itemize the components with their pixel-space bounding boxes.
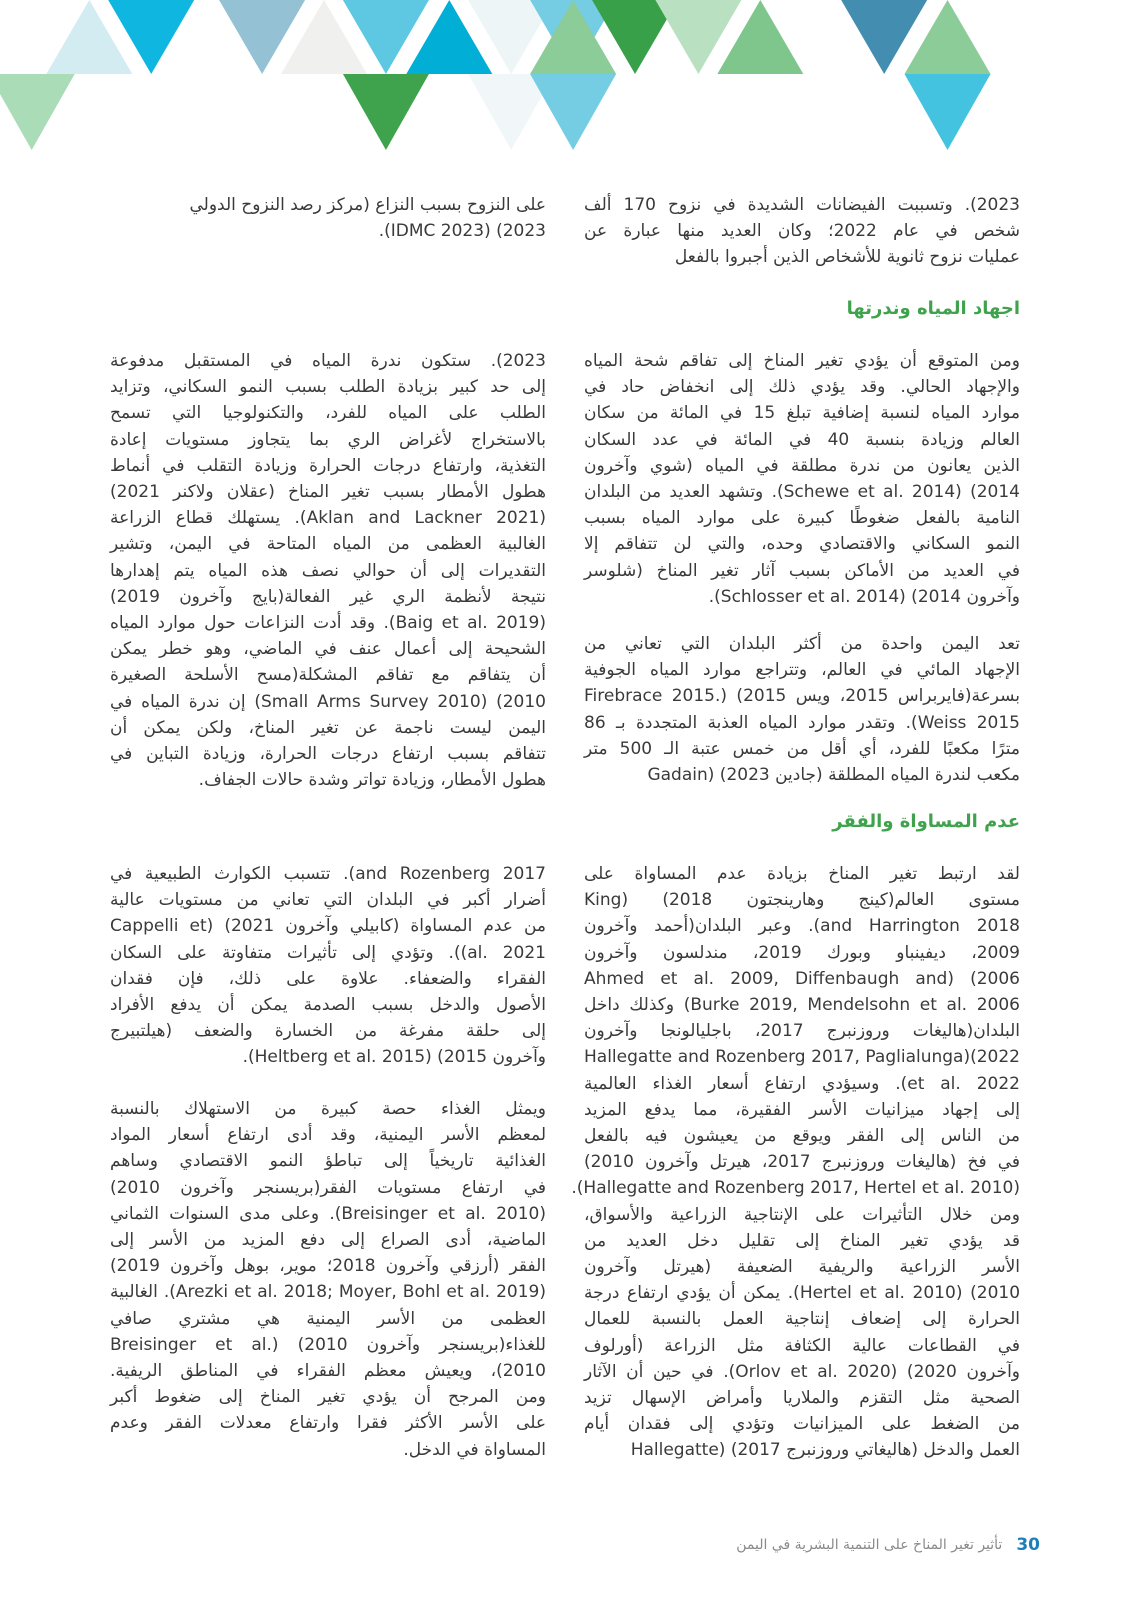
left-column-water-stress (110, 348, 546, 793)
text-line: وآخرون 2015) (Heltberg et al. 2015). (242, 1047, 546, 1068)
text-line: ومن المرجح أن يؤدي تغير المناخ إلى ضغوط أكبر (110, 1387, 546, 1408)
text-line: لمعظم الأسر اليمنية، وقد أدى ارتفاع أسعار المواد (110, 1125, 546, 1146)
text-line: الذين يعانون من ندرة مطلقة في المياه (شوي وآخرون (584, 455, 1020, 476)
text-line: أضرار أكبر في البلدان التي تعاني من مستويات عالية (110, 890, 546, 911)
text-line: ومن المتوقع أن يؤدي تغير المناخ إلى تفاقم شحة المياه (584, 351, 1020, 371)
text-line: من الضغط على الميزانيات وتؤدي إلى فقدان أيام (584, 1414, 1020, 1435)
text-line: الغالبية العظمى من المياه المتاحة في اليمن، وتشير (110, 534, 546, 555)
text-line: ويمثل الغذاء حصة كبيرة من الاستهلاك بالنسبة (110, 1099, 546, 1119)
text-line: بسرعة(فايربراس 2015، ويس 2015) (.Firebrace 2015 (584, 686, 1021, 707)
text-line: 2023). وتسببت الفيضانات الشديدة في نزوح 170 ألف (584, 195, 1020, 215)
text-line: هطول الأمطار، وزيادة تواتر وشدة حالات الجفاف. (198, 770, 546, 791)
right-column-water-stress-p1 (584, 348, 1020, 610)
decorative-triangle-banner (0, 0, 1132, 160)
text-line: قد يؤدي تغير المناخ إلى تقليل دخل العديد من (584, 1230, 1020, 1251)
page-number: 30 (1016, 1535, 1040, 1555)
text-line: الطلب على المياه للفرد، والتكنولوجيا التي تسمح (110, 403, 546, 424)
text-line: النامية بالفعل ضغوطًا كبيرة على موارد المياه بسبب (584, 508, 1020, 529)
text-line: 2009، ديفينباو وبورك 2019، مندلسون وآخرون (584, 942, 1020, 963)
text-line: في فخ (هاليغات وروزنبرج 2017، هيرتل وآخرون 2010) (584, 1152, 1020, 1173)
text-line: 2010) (Hertel et al. 2010). يمكن أن يؤدي ارتفاع درجة (584, 1283, 1021, 1304)
text-line: الأصول والدخل بسبب الصدمة يمكن أن يدفع الأفراد (110, 995, 546, 1016)
text-line: الماضية، أدى الصراع إلى دفع المزيد من الأسر إلى (110, 1230, 546, 1251)
text-line: الصحية مثل التقزم والملاريا وأمراض الإسهال تزيد (584, 1388, 1020, 1409)
banner-triangle (905, 74, 991, 150)
text-line: الحرارة إلى إضعاف إنتاجية العمل بالنسبة للعمال (584, 1309, 1020, 1330)
text-line: الفقراء والضعفاء. علاوة على ذلك، فإن فقدان (110, 968, 546, 989)
text-line: إلى إجهاد ميزانيات الأسر الفقيرة، مما يدفع المزيد (584, 1099, 1020, 1120)
text-line: 2014) (Schewe et al. 2014). وتشهد العديد من البلدان (584, 482, 1020, 503)
text-line: Burke 2019, Mendelsohn et al. 2006) وكذلك داخل (584, 995, 1020, 1016)
text-line: بالاستخراج لأغراض الري بما يتجاوز مستويات إعادة (110, 429, 546, 450)
text-line: مترًا مكعبًا للفرد، أي أقل من خمس عتبة الـ 500 متر (584, 738, 1020, 759)
text-line: مستوى العالم(كينج وهارينجتون 2018) (King (584, 890, 1021, 911)
text-line: 2023) (IDMC 2023). (378, 221, 546, 242)
text-line: وآخرون 2014) (Schlosser et al. 2014). (708, 586, 1020, 607)
text-line: العالم وزيادة بنسبة 40 في المائة في عدد السكان (584, 429, 1021, 450)
text-line: على الأسر الأكثر فقرا وارتفاع معدلات الفقر وعدم (110, 1413, 546, 1434)
text-line: وآخرون 2020) (Orlov et al. 2020). في حين أن الآثار (584, 1361, 1021, 1382)
text-line: على النزوح بسبب النزاع (مركز رصد النزوح الدولي (189, 195, 546, 215)
banner-triangle (0, 74, 75, 150)
text-line: 2010)، ويعيش معظم الفقراء في المناطق الريفية. (110, 1361, 546, 1382)
left-column-inequality-p1 (110, 861, 546, 1071)
text-line: (Aklan and Lackner 2021). يستهلك قطاع الزراعة (110, 508, 547, 529)
section-heading-water-stress: اجهاد المياه وندرتها (846, 298, 1020, 319)
text-line: إلى حلقة مفرغة من الخسارة والضعف (هيلتبيرج (110, 1021, 546, 1042)
text-line: في ارتفاع مستويات الفقر(بريسنجر وآخرون 2010) (110, 1177, 546, 1198)
text-line: في القطاعات عالية الكثافة مثل الزراعة (أورلوف (584, 1335, 1020, 1356)
text-line: الشحيحة إلى أعمال عنف في الماضي، وهو خطر يمكن (110, 639, 546, 660)
text-line: and Rozenberg 2017). تتسبب الكوارث الطبيعية في (110, 864, 546, 884)
text-line: and Harrington 2018). وعبر البلدان(أحمد وآخرون (584, 916, 1020, 937)
text-line: 2022)(Hallegatte and Rozenberg 2017, Paglialunga (584, 1047, 1020, 1068)
right-column-inequality (571, 861, 1021, 1464)
text-line: العمل والدخل (هاليغاتي وروزنبرج 2017) (Hallegatte (630, 1440, 1020, 1461)
text-line: (Breisinger et al. 2010). وعلى مدى السنوات الثماني (110, 1203, 546, 1224)
text-line: (Arezki et al. 2018; Moyer, Bohl et al. 2019). الغالبية (110, 1282, 546, 1303)
text-line: التقديرات إلى أن حوالي نصف هذه المياه يتم إهدارها (110, 560, 546, 581)
text-line: et al. 2022). وسيؤدي ارتفاع أسعار الغذاء العالمية (584, 1073, 1020, 1094)
text-line: العظمى من الأسر اليمنية هي مشتري صافي (110, 1308, 546, 1329)
text-line: ومن خلال التأثيرات على الإنتاجية الزراعية والأسواق، (584, 1204, 1020, 1225)
text-line: عمليات نزوح ثانوية للأشخاص الذين أجبروا بالفعل (674, 247, 1020, 268)
text-line: (Baig et al. 2019). وقد أدت النزاعات حول موارد المياه (110, 613, 546, 634)
text-line: أن يتفاقم مع تفاقم المشكلة(مسح الأسلحة الصغيرة (110, 665, 546, 686)
text-line: al. 2021)). وتؤدي إلى تأثيرات متفاوتة على السكان (110, 942, 546, 963)
text-line: المساواة في الدخل. (403, 1439, 546, 1460)
banner-triangle (343, 74, 429, 150)
text-line: التغذية، وارتفاع درجات الحرارة وزيادة التقلب في أنماط (110, 455, 546, 476)
text-line: البلدان(هاليغات وروزنبرج 2017، باجليالونجا وآخرون (584, 1021, 1020, 1042)
text-line: شخص في عام 2022؛ وكان العديد منها عبارة عن (584, 221, 1020, 242)
running-title: تأثير تغير المناخ على التنمية البشرية في اليمن (736, 1537, 1003, 1553)
text-line: 2010) (Small Arms Survey 2010) إن ندرة المياه في (110, 691, 546, 712)
text-line: اليمن ليست ناجمة عن تغير المناخ، ولكن يمكن أن (110, 717, 546, 738)
text-line: النمو السكاني والاقتصادي وحده، والتي لن تتفاقم إلا (584, 534, 1020, 555)
text-line: والإجهاد الحالي. وقد يؤدي ذلك إلى انخفاض حاد في (584, 377, 1020, 398)
text-line: للغذاء(بريسنجر وآخرون 2010) (.Breisinger et al (110, 1334, 546, 1355)
text-line: الفقر (أرزقي وآخرون 2018؛ موير، بوهل وآخرون 2019) (110, 1256, 547, 1277)
text-line: لقد ارتبط تغير المناخ بزيادة عدم المساواة على (584, 864, 1020, 884)
text-line: في العديد من الأماكن بسبب آثار تغير المناخ (شلوسر (584, 560, 1020, 581)
section-heading-inequality-poverty: عدم المساواة والفقر (832, 811, 1020, 832)
text-line: نتيجة لأنظمة الري غير الفعالة(بايج وآخرون 2019) (110, 586, 546, 607)
page-footer (736, 1535, 1040, 1555)
text-line: 2023). ستكون ندرة المياه في المستقبل مدفوعة (110, 351, 546, 371)
right-column-water-stress-p2 (584, 631, 1020, 788)
text-line: من عدم المساواة (كابيلي وآخرون 2021) (Cappelli et (110, 916, 546, 937)
text-line: من الناس إلى الفقر ويوقع من يعيشون فيه بالفعل (584, 1126, 1020, 1147)
text-line: تعد اليمن واحدة من أكثر البلدان التي تعاني من (584, 634, 1020, 654)
left-column-inequality-p2 (110, 1096, 546, 1463)
text-line: Weiss 2015). وتقدر موارد المياه العذبة المتجددة بـ 86 (584, 712, 1020, 733)
text-line: تتفاقم بسبب ارتفاع درجات الحرارة، وزيادة التباين في (110, 744, 546, 765)
text-line: 2006) (Ahmed et al. 2009, Diffenbaugh and (584, 968, 1020, 989)
text-line: (Hallegatte and Rozenberg 2017, Hertel et al. 2010). (571, 1178, 1020, 1199)
text-line: هطول الأمطار بسبب تغير المناخ (عقلان ولاكنر 2021) (110, 482, 546, 503)
banner-triangle (530, 74, 616, 150)
text-line: الإجهاد المائي في العالم، وتتراجع موارد المياه الجوفية (584, 660, 1020, 681)
text-line: موارد المياه لنسبة إضافية تبلغ 15 في المائة من سكان (584, 403, 1020, 424)
text-line: الأسر الزراعية والريفية الضعيفة (هيرتل وآخرون (584, 1257, 1020, 1278)
right-column-intro (584, 192, 1020, 271)
left-column-intro (110, 192, 546, 244)
text-line: مكعب لندرة المياه المطلقة (جادين 2023) (Gadain (647, 765, 1020, 786)
text-line: الغذائية تاريخياً إلى تباطؤ النمو الاقتصادي وساهم (110, 1151, 546, 1172)
text-line: إلى حد كبير بزيادة الطلب بسبب النمو السكاني، وتزايد (110, 377, 546, 398)
